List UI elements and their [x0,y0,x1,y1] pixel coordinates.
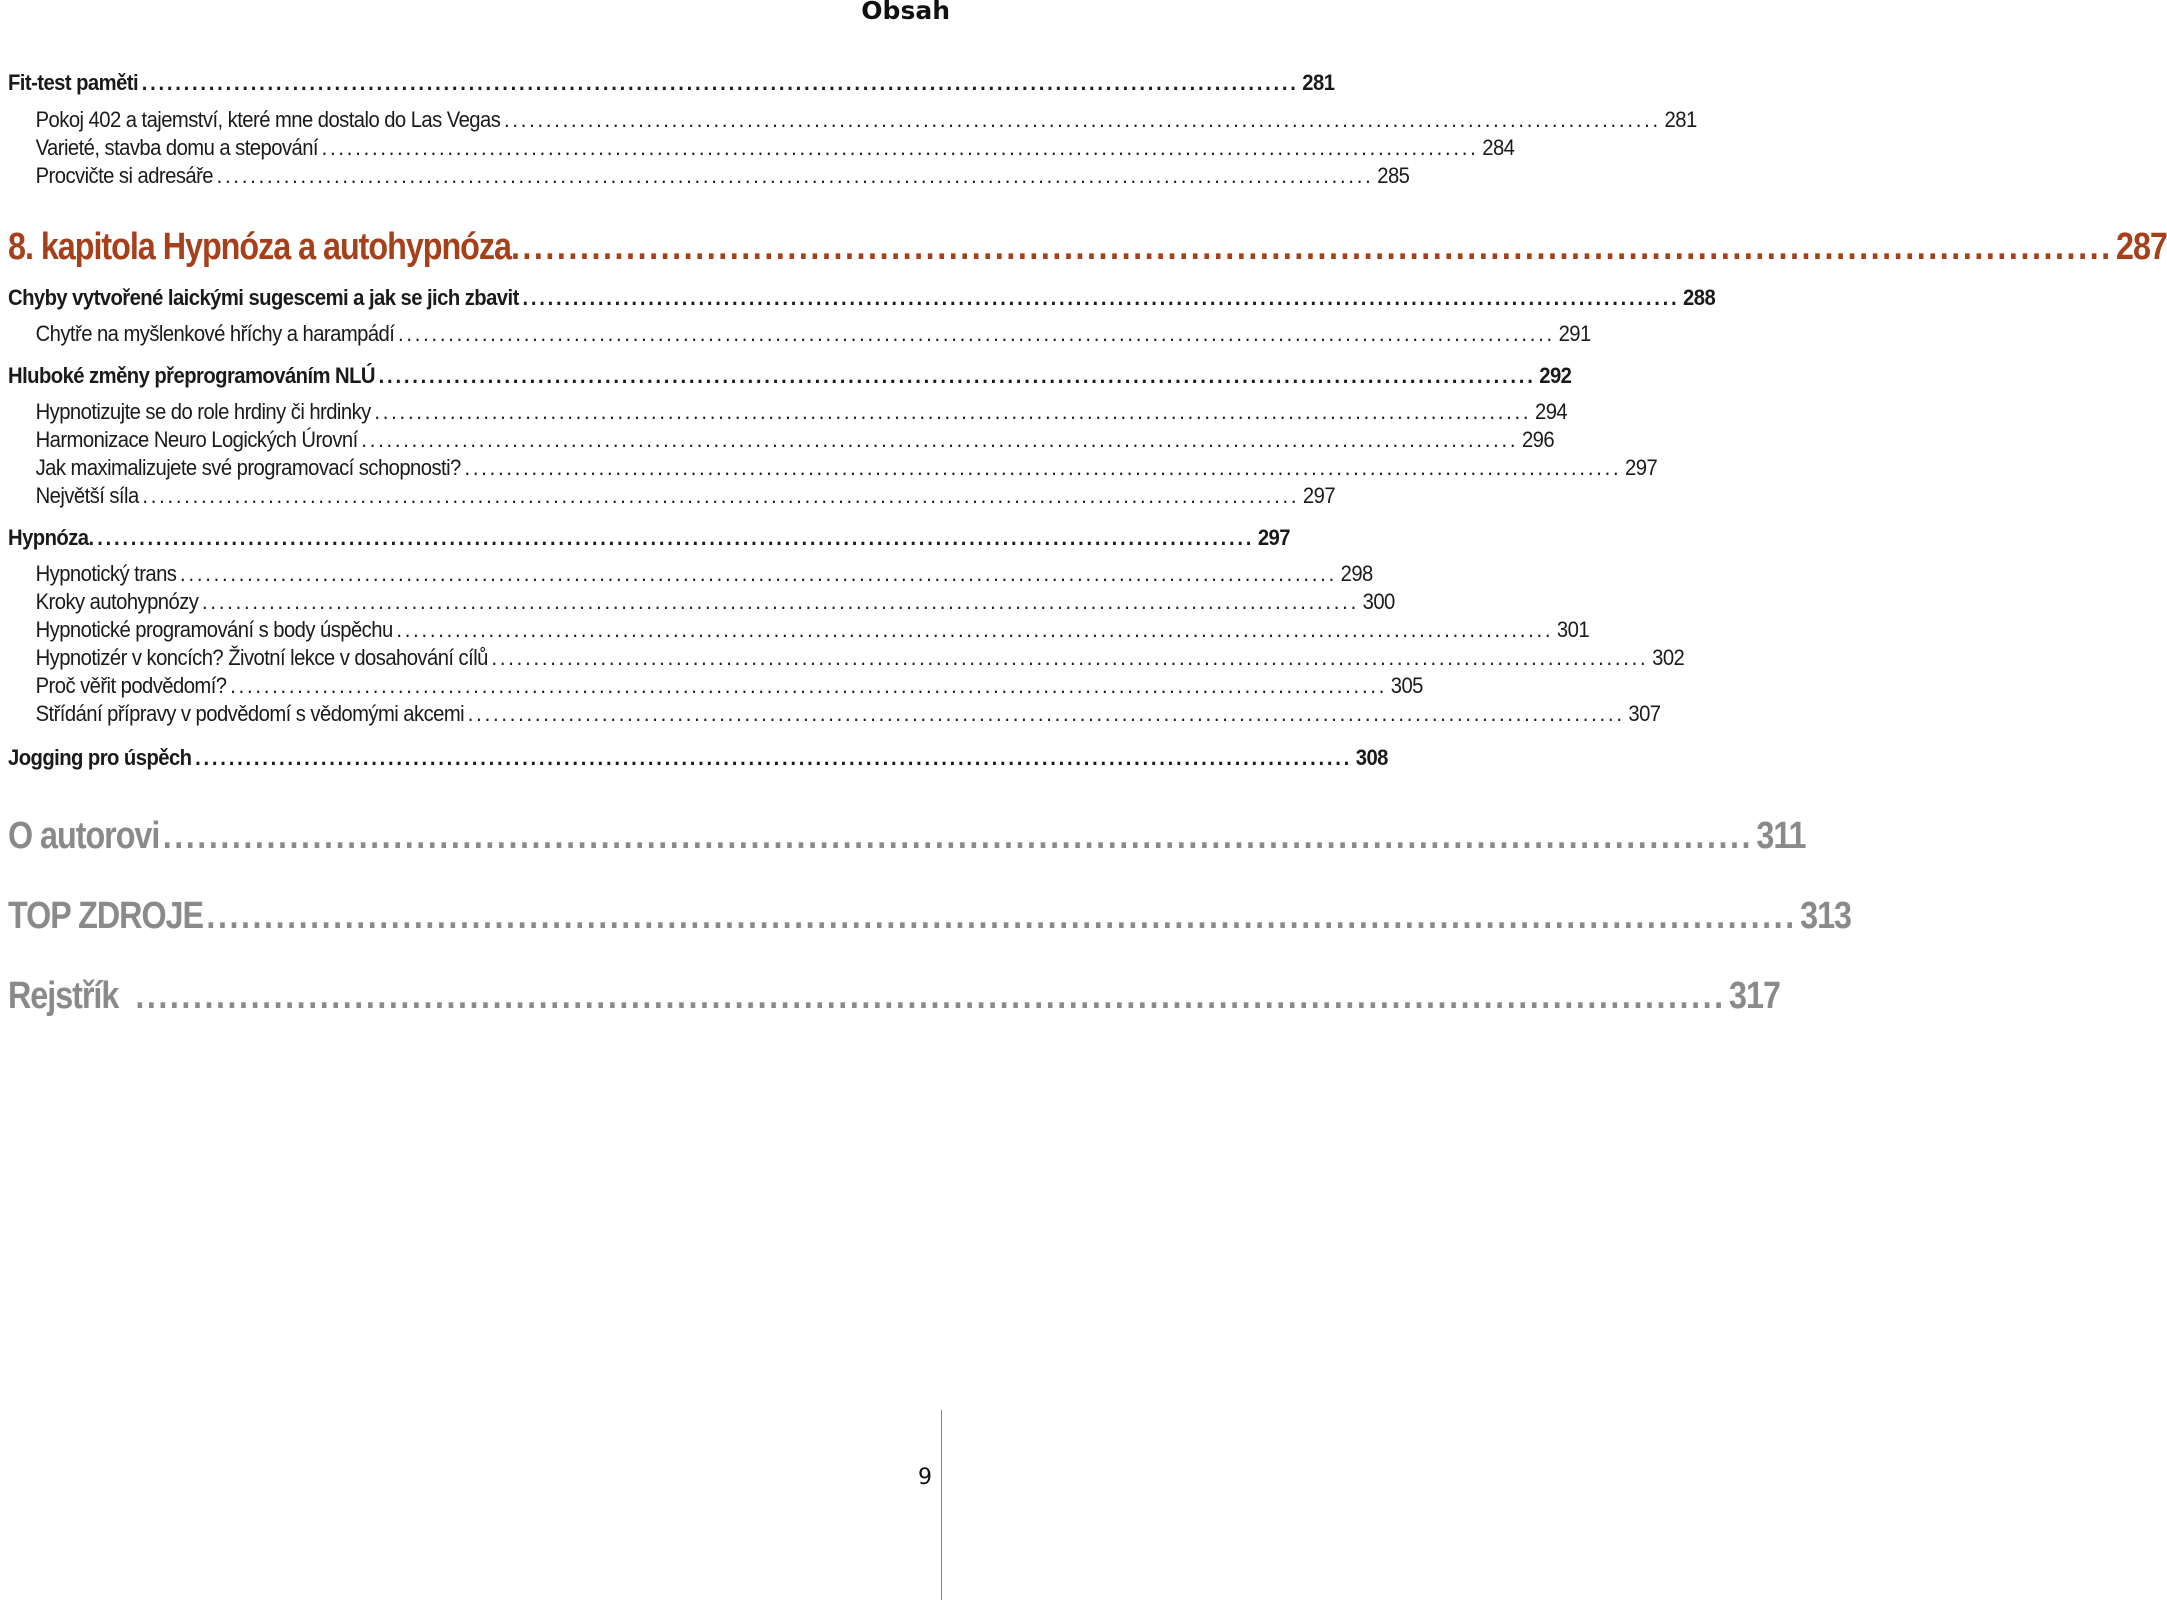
toc-entry-jogging[interactable] [8,745,1388,771]
page-number: 9 [918,1465,932,1490]
toc-entry-chytre[interactable] [8,321,1591,347]
toc-leader-dots: .......................................................................................................................................... [503,107,1661,132]
toc-entry-hypnoza[interactable] [8,525,1290,551]
toc-entry-page: 281 [1664,107,1697,132]
toc-leader-dots: .......................................................................................................................................... [202,589,1359,614]
toc-entry-page: 297 [1302,483,1336,508]
toc-leader-dots: .......................................................................................................................................... [361,427,1519,452]
toc-entry-variete[interactable] [8,135,1515,161]
toc-entry-title: Hypnotizér v koncích? Životní lekce v dosahování cílů [35,645,488,670]
toc-entry-page: 292 [1539,363,1572,388]
toc-entry-page: 301 [1556,617,1590,642]
toc-leader-dots: .......................................................................................................................................... [374,399,1532,424]
toc-entry-hypnoticke-programovani[interactable] [8,617,1590,643]
toc-entry-title: Střídání přípravy v podvědomí s vědomými akcemi [35,701,465,726]
toc-entry-proc-verit[interactable] [8,673,1423,699]
toc-back-title: TOP ZDROJE [8,895,204,937]
toc-entry-page: 297 [1625,455,1658,480]
toc-chapter-8[interactable] [8,226,2167,269]
toc-entry-title: Pokoj 402 a tajemství, které mne dostalo do Las Vegas [35,107,501,132]
toc-entry-page: 302 [1652,645,1685,670]
toc-entry-title: Hluboké změny přeprogramováním NLÚ [8,363,375,388]
toc-entry-hypnotizer[interactable] [8,645,1685,671]
toc-entry-title: Chyby vytvořené laickými sugescemi a jak se jich zbavit [8,285,519,310]
toc-entry-page: 285 [1377,163,1410,188]
toc-entry-title: Hypnotický trans [35,561,177,586]
toc-back-page: 313 [1800,895,1851,937]
toc-chapter-page: 287 [2116,226,2167,268]
toc-leader-dots: .......................................................................................................................................... [230,673,1388,698]
toc-entry-page: 308 [1355,745,1388,770]
toc-leader-dots: .......................................................................................................................................... [522,226,2113,268]
toc-leader-dots: .......................................................................................................................................... [135,975,1726,1017]
toc-leader-dots: .......................................................................................................................................... [522,285,1680,310]
toc-leader-dots: .......................................................................................................................................... [321,135,1479,160]
toc-entry-page: 300 [1362,589,1395,614]
toc-entry-page: 281 [1302,70,1335,95]
toc-entry-title: Jak maximalizujete své programovací schopnosti? [35,455,461,480]
toc-entry-page: 284 [1482,135,1515,160]
toc-leader-dots: .......................................................................................................................................... [396,617,1554,642]
toc-entry-fit-test[interactable] [8,70,1335,96]
toc-entry-jak-maximalizujete[interactable] [8,455,1658,481]
toc-leader-dots: .......................................................................................................................................... [378,363,1536,388]
toc-entry-title: Hypnotizujte se do role hrdiny či hrdinky [35,399,371,424]
toc-leader-dots: .......................................................................................................................................... [141,70,1299,95]
toc-entry-kroky-autohypnozy[interactable] [8,589,1395,615]
toc-back-top-zdroje[interactable] [8,895,1851,938]
toc-entry-page: 297 [1257,525,1290,550]
toc-back-rejstrik[interactable] [8,975,1780,1018]
toc-entry-title: Varieté, stavba domu a stepování [35,135,318,160]
toc-entry-hypnotizujte[interactable] [8,399,1568,425]
toc-leader-dots: .......................................................................................................................................... [97,525,1255,550]
toc-leader-dots: .......................................................................................................................................... [467,701,1625,726]
toc-entry-page: 307 [1628,701,1661,726]
toc-entry-title: Hypnotické programování s body úspěchu [35,617,393,642]
toc-entry-page: 294 [1534,399,1568,424]
toc-leader-dots: .......................................................................................................................................... [397,321,1555,346]
toc-entry-title: Hypnóza. [8,525,94,550]
toc-leader-dots: .......................................................................................................................................... [180,561,1337,586]
toc-leader-dots: .......................................................................................................................................... [206,895,1797,937]
toc-entry-page: 296 [1521,427,1555,452]
toc-leader-dots: .......................................................................................................................................... [464,455,1622,480]
toc-entry-title: Chytře na myšlenkové hříchy a harampádí [35,321,395,346]
toc-entry-hypnoticky-trans[interactable] [8,561,1373,587]
margin-rule [941,1410,942,1600]
toc-back-o-autorovi[interactable] [8,815,1806,858]
toc-leader-dots: .......................................................................................................................................... [195,745,1353,770]
toc-entry-title: Procvičte si adresáře [35,163,213,188]
toc-entry-title: Harmonizace Neuro Logických Úrovní [35,427,358,452]
toc-entry-title: Fit-test paměti [8,70,139,95]
toc-entry-harmonizace[interactable] [8,427,1555,453]
toc-leader-dots: .......................................................................................................................................... [162,815,1754,857]
toc-entry-title: Jogging pro úspěch [8,745,192,770]
toc-leader-dots: .......................................................................................................................................... [216,163,1374,188]
toc-chapter-title: 8. kapitola Hypnóza a autohypnóza. [8,226,519,268]
toc-entry-page: 291 [1558,321,1591,346]
toc-entry-page: 298 [1340,561,1373,586]
toc-entry-hluboke-zmeny[interactable] [8,363,1572,389]
toc-entry-chyby[interactable] [8,285,1716,311]
toc-entry-page: 288 [1683,285,1716,310]
running-head: Obsah [861,0,950,25]
toc-leader-dots: .......................................................................................................................................... [491,645,1649,670]
toc-entry-title: Kroky autohypnózy [35,589,199,614]
toc-back-page: 317 [1729,975,1780,1017]
toc-leader-dots: .......................................................................................................................................... [142,483,1300,508]
toc-entry-title: Proč věřit podvědomí? [35,673,227,698]
toc-entry-title: Největší síla [35,483,139,508]
toc-entry-pokoj-402[interactable] [8,107,1697,133]
toc-back-page: 311 [1756,815,1806,857]
toc-entry-nejvetsi-sila[interactable] [8,483,1336,509]
toc-back-title: Rejstřík [8,975,119,1017]
toc-entry-page: 305 [1390,673,1423,698]
toc-entry-procvicte[interactable] [8,163,1410,189]
toc-back-title: O autorovi [8,815,160,857]
toc-entry-stridani[interactable] [8,701,1661,727]
